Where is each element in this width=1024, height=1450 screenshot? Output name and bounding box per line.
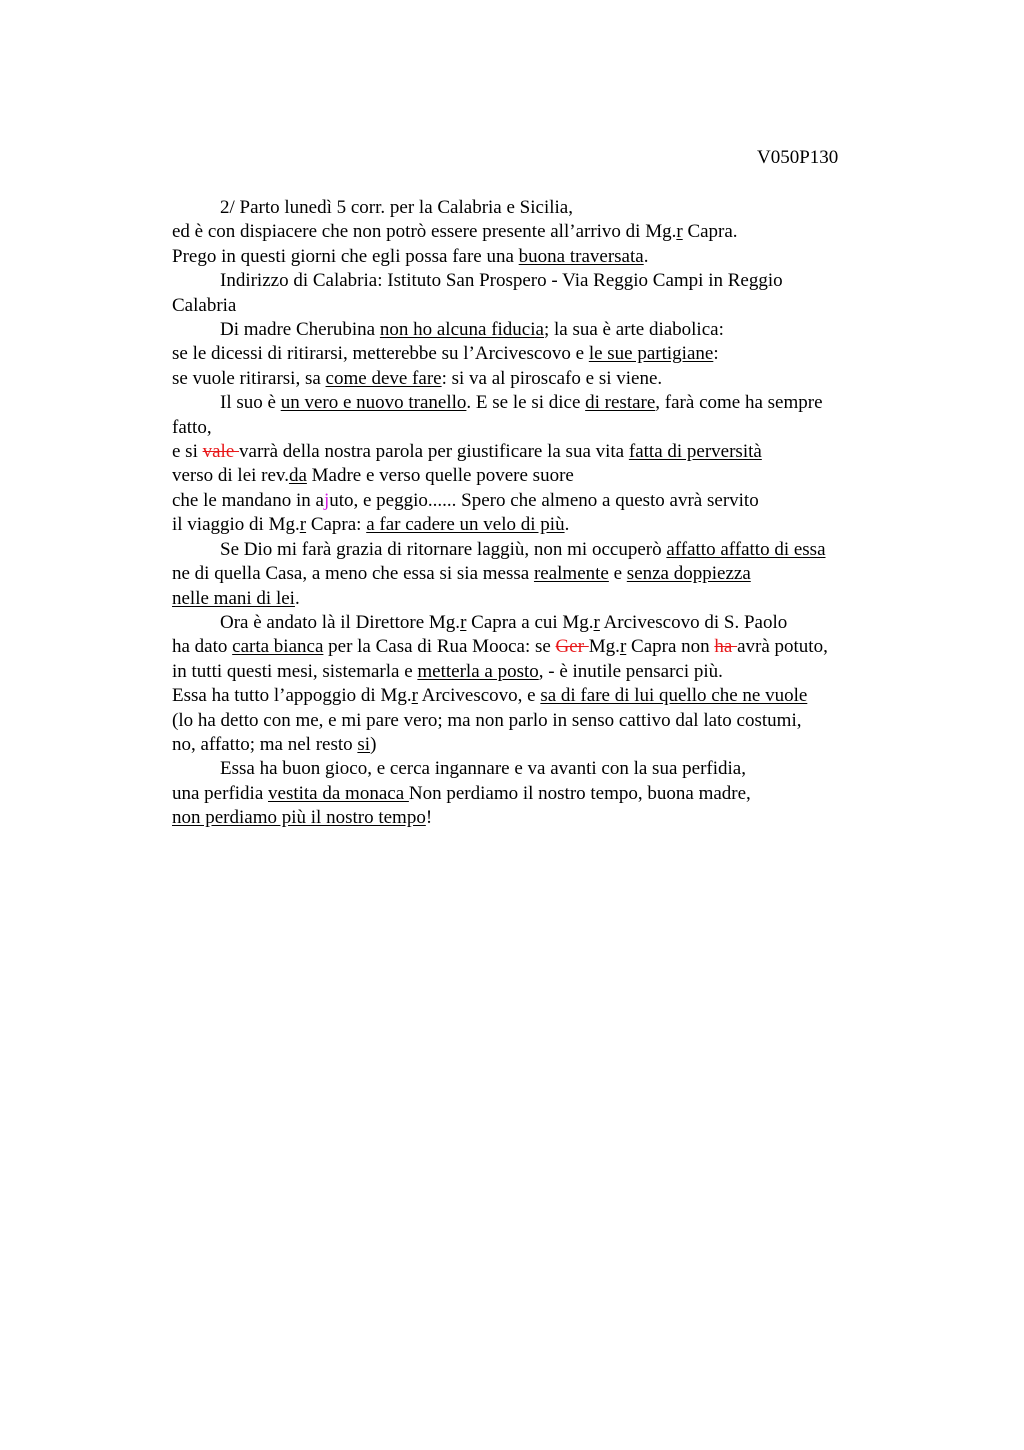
- underlined-text: di restare: [585, 392, 656, 414]
- text-line: [172, 562, 892, 586]
- text-line: [172, 294, 892, 318]
- struck-text: Ger: [555, 636, 589, 658]
- page-id: V050P130: [757, 147, 839, 168]
- text-segment: .: [564, 514, 570, 536]
- underlined-text: affatto affatto di essa: [666, 538, 826, 560]
- inserted-letter: j: [323, 489, 330, 511]
- text-segment: Calabria: [172, 294, 237, 316]
- text-line: [172, 660, 892, 684]
- text-segment: Di madre Cherubina: [220, 319, 380, 341]
- text-segment: se le dicessi di ritirarsi, metterebbe su l’Arcivescovo e: [172, 343, 589, 365]
- underlined-text: un vero e nuovo tranello: [280, 392, 467, 414]
- text-line: [172, 269, 892, 293]
- text-segment: per la Casa di Rua Mooca: se: [323, 636, 556, 658]
- text-line: [172, 391, 892, 415]
- text-segment: Capra a cui Mg.: [466, 611, 594, 633]
- text-segment: .: [643, 245, 649, 267]
- text-segment: uto, e peggio...... Spero che almeno a questo avrà servito: [329, 489, 759, 511]
- text-segment: :: [713, 343, 719, 365]
- text-segment: (lo ha detto con me, e mi pare vero; ma non parlo in senso cattivo dal lato costumi,: [172, 709, 802, 731]
- underlined-text: senza doppiezza: [626, 563, 751, 585]
- text-segment: Non perdiamo il nostro tempo, buona madre,: [408, 782, 751, 804]
- text-segment: , - è inutile pensarci più.: [538, 660, 723, 682]
- text-segment: , farà come ha sempre: [655, 392, 823, 414]
- underlined-text: r: [619, 636, 627, 658]
- text-line: [172, 489, 892, 513]
- text-segment: Il suo è: [220, 392, 281, 414]
- text-segment: Capra:: [306, 514, 367, 536]
- text-line: [172, 342, 892, 366]
- text-line: [172, 709, 892, 733]
- text-segment: Arcivescovo di S. Paolo: [599, 611, 788, 633]
- text-line: [172, 318, 892, 342]
- text-segment: : si va al piroscafo e si viene.: [441, 367, 663, 389]
- text-segment: una perfidia: [172, 782, 269, 804]
- underlined-text: r: [411, 685, 418, 707]
- underlined-text: come deve fare: [325, 367, 442, 389]
- text-line: [172, 464, 892, 488]
- underlined-text: vestita da monaca: [268, 782, 409, 804]
- underlined-text: da: [288, 465, 307, 487]
- letter-body: [172, 196, 892, 831]
- text-segment: . E se le si dice: [466, 392, 586, 414]
- text-segment: ): [370, 733, 377, 755]
- underlined-text: nelle mani di lei: [172, 587, 295, 609]
- underlined-text: buona traversata: [518, 245, 644, 267]
- text-segment: Capra non: [626, 636, 715, 658]
- text-segment: Capra.: [682, 221, 738, 243]
- text-line: [172, 733, 892, 757]
- text-line: [172, 196, 892, 220]
- text-segment: varrà della nostra parola per giustificare la sua vita: [239, 441, 629, 463]
- text-line: [172, 806, 892, 830]
- underlined-text: le sue partigiane: [588, 343, 714, 365]
- text-segment: Essa ha tutto l’appoggio di Mg.: [172, 685, 412, 707]
- underlined-text: r: [299, 514, 307, 536]
- text-segment: Arcivescovo, e: [417, 685, 541, 707]
- text-line: [172, 782, 892, 806]
- text-segment: Essa ha buon gioco, e cerca ingannare e va avanti con la sua perfidia,: [220, 758, 746, 780]
- text-line: [172, 611, 892, 635]
- text-segment: Prego in questi giorni che egli possa fare una: [172, 245, 519, 267]
- text-segment: ; la sua è arte diabolica:: [543, 319, 724, 341]
- text-line: [172, 538, 892, 562]
- text-line: [172, 587, 892, 611]
- underlined-text: a far cadere un velo di più: [366, 514, 565, 536]
- text-segment: no, affatto; ma nel resto: [172, 733, 358, 755]
- text-line: [172, 513, 892, 537]
- underlined-text: metterla a posto: [417, 660, 539, 682]
- text-segment: avrà potuto,: [737, 636, 828, 658]
- text-segment: e si: [172, 441, 203, 463]
- text-line: [172, 684, 892, 708]
- underlined-text: si: [357, 733, 371, 755]
- underlined-text: r: [460, 611, 467, 633]
- text-line: [172, 220, 892, 244]
- struck-text: vale: [202, 441, 240, 463]
- text-segment: che le mandano in a: [172, 489, 324, 511]
- text-segment: !: [425, 807, 433, 829]
- underlined-text: non perdiamo più il nostro tempo: [172, 807, 426, 829]
- underlined-text: fatta di perversità: [628, 441, 762, 463]
- text-segment: ha dato: [172, 636, 233, 658]
- text-segment: 2/ Parto lunedì 5 corr. per la Calabria e Sicilia,: [220, 197, 573, 218]
- text-line: [172, 245, 892, 269]
- text-segment: in tutti questi mesi, sistemarla e: [172, 660, 418, 682]
- text-segment: ne di quella Casa, a meno che essa si sia messa: [172, 563, 534, 585]
- text-segment: .: [294, 587, 300, 609]
- text-line: [172, 416, 892, 440]
- text-segment: il viaggio di Mg.: [172, 514, 300, 536]
- text-line: [172, 440, 892, 464]
- underlined-text: carta bianca: [232, 636, 324, 658]
- underlined-text: sa di fare di lui quello che ne vuole: [540, 685, 808, 707]
- underlined-text: non ho alcuna fiducia: [379, 319, 544, 341]
- text-segment: fatto,: [172, 416, 212, 438]
- text-segment: ed è con dispiacere che non potrò essere presente all’arrivo di Mg.: [172, 221, 677, 243]
- text-segment: Mg.: [588, 636, 620, 658]
- text-segment: verso di lei rev.: [172, 465, 289, 487]
- text-segment: se vuole ritirarsi, sa: [172, 367, 326, 389]
- underlined-text: r: [593, 611, 600, 633]
- text-segment: Madre e verso quelle povere suore: [306, 465, 574, 487]
- underlined-text: r: [676, 221, 683, 243]
- text-segment: Indirizzo di Calabria: Istituto San Prospero - Via Reggio Campi in Reggio: [220, 270, 783, 292]
- text-line: [172, 757, 892, 781]
- text-line: [172, 635, 892, 659]
- text-segment: Ora è andato là il Direttore Mg.: [220, 611, 461, 633]
- text-line: [172, 367, 892, 391]
- text-segment: e: [608, 563, 627, 585]
- underlined-text: realmente: [533, 563, 609, 585]
- text-segment: Se Dio mi farà grazia di ritornare laggiù, non mi occuperò: [220, 538, 667, 560]
- struck-text: ha: [714, 636, 738, 658]
